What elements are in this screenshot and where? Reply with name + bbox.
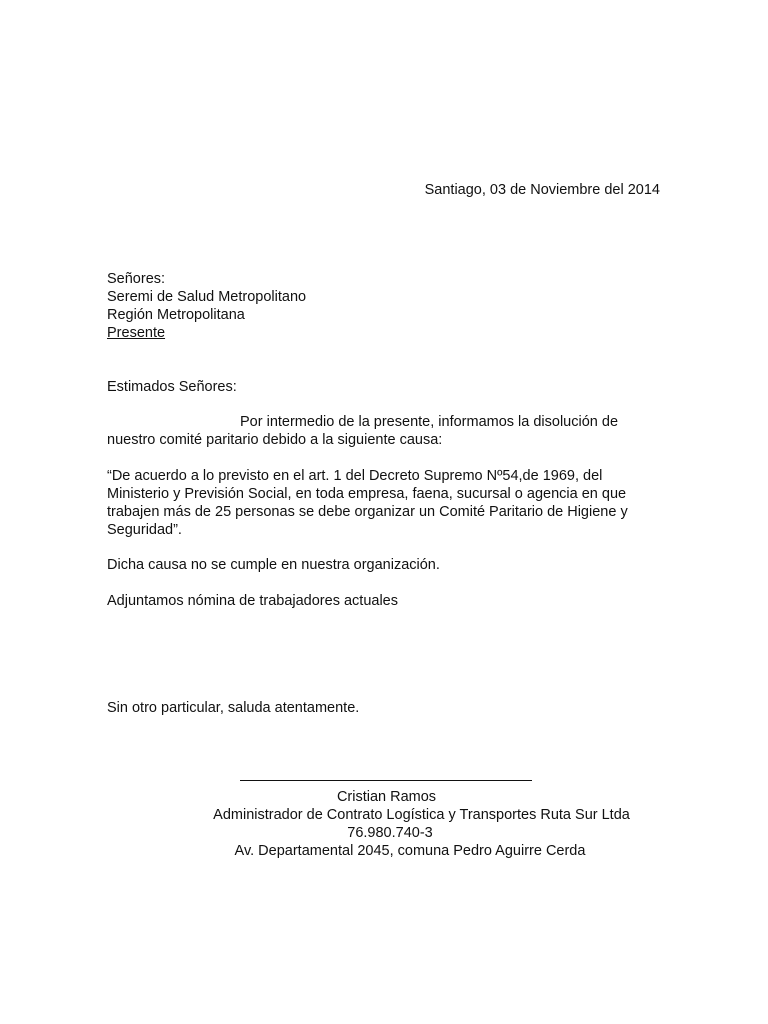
recipient-salutation: Señores: [107, 271, 166, 287]
signer-title: Administrador de Contrato Logística y Transportes Ruta Sur Ltda [213, 807, 630, 823]
recipient-presente: Presente [107, 325, 166, 341]
quote-line-2: Ministerio y Previsión Social, en toda empresa, faena, sucursal o agencia en que [107, 486, 627, 502]
intro-line-1: Por intermedio de la presente, informamos la disolución de [240, 414, 619, 430]
attachment-note: Adjuntamos nómina de trabajadores actuales [107, 593, 398, 609]
signature-line [240, 780, 532, 781]
signer-name: Cristian Ramos [336, 789, 437, 805]
greeting: Estimados Señores: [107, 379, 237, 395]
recipient-region: Región Metropolitana [107, 307, 245, 323]
recipient-organization: Seremi de Salud Metropolitano [107, 289, 307, 305]
quote-line-4: Seguridad”. [107, 522, 182, 538]
signer-rut: 76.980.740-3 [347, 825, 433, 841]
closing-line: Sin otro particular, saluda atentamente. [107, 700, 360, 716]
date-line: Santiago, 03 de Noviembre del 2014 [424, 182, 660, 198]
intro-paragraph [107, 413, 663, 449]
quote-line-3: trabajen más de 25 personas se debe organizar un Comité Paritario de Higiene y [107, 504, 628, 520]
signer-address: Av. Departamental 2045, comuna Pedro Aguirre Cerda [234, 843, 586, 859]
intro-line-2: nuestro comité paritario debido a la siguiente causa: [107, 432, 443, 448]
quote-paragraph [107, 467, 663, 539]
cause-statement: Dicha causa no se cumple en nuestra organización. [107, 557, 440, 573]
recipient-block [107, 270, 306, 342]
quote-line-1: “De acuerdo a lo previsto en el art. 1 del Decreto Supremo Nº54,de 1969, del [107, 468, 603, 484]
